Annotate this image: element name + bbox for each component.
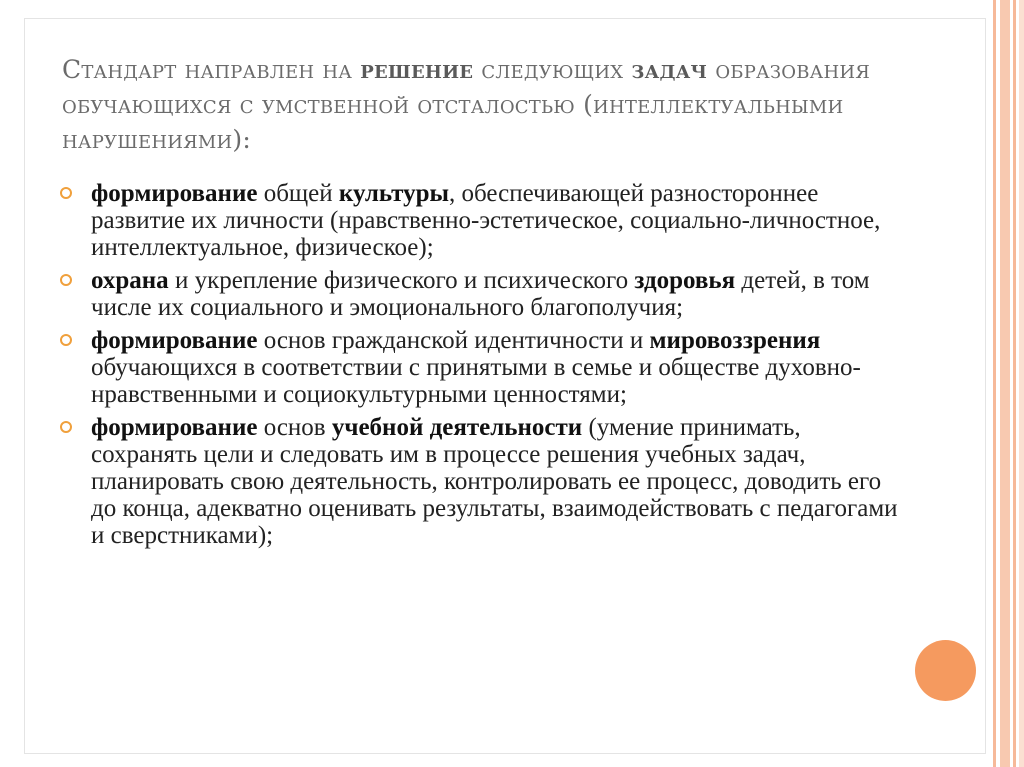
- item-keyword: формирование: [91, 414, 258, 441]
- task-list: [58, 180, 898, 555]
- item-keyword: формирование: [91, 327, 258, 354]
- item-text: основ гражданской идентичности и: [257, 327, 650, 354]
- slide-title: [62, 52, 962, 157]
- orange-circle-icon: [915, 640, 976, 701]
- item-keyword: формирование: [91, 180, 258, 207]
- decorative-stripe: [1013, 0, 1016, 767]
- item-keyword: здоровья: [634, 267, 736, 294]
- decorative-stripe: [1019, 0, 1024, 767]
- item-text: общей: [257, 180, 339, 207]
- ring-bullet-icon: [60, 421, 72, 433]
- title-emphasis: решение: [360, 55, 474, 84]
- decorative-stripe: [993, 0, 996, 767]
- list-item: [58, 267, 898, 321]
- title-text: следующих: [473, 55, 632, 84]
- list-item: [58, 180, 898, 261]
- item-text: обучающихся в соответствии с принятыми в семье и обществе духовно-нравственными и социокультурными ценностями;: [91, 354, 861, 408]
- list-item: [58, 327, 898, 408]
- item-keyword: охрана: [91, 267, 169, 294]
- item-keyword: культуры: [338, 180, 450, 207]
- title-text: образования обучающихся с умственной отсталостью (интеллектуальными нарушениями):: [62, 55, 871, 154]
- ring-bullet-icon: [60, 187, 72, 199]
- item-text: , обеспечивающей разностороннее развитие их личности (нравственно-эстетическое, социально-личностное, интеллектуальное, физическое);: [91, 180, 881, 261]
- ring-bullet-icon: [60, 274, 72, 286]
- item-text: основ: [257, 414, 332, 441]
- title-emphasis: задач: [631, 55, 708, 84]
- decorative-stripe: [1000, 0, 1010, 767]
- item-text: (умение принимать, сохранять цели и следовать им в процессе решения учебных задач, планировать свою деятельность, контролировать ее процесс, доводить его до конца, адекватно оценивать результаты, взаимодействовать с педагогами и сверстниками);: [91, 414, 898, 549]
- item-text: и укрепление физического и психического: [168, 267, 635, 294]
- list-item: [58, 414, 898, 549]
- title-text: Стандарт направлен на: [62, 55, 361, 84]
- item-keyword: учебной деятельности: [331, 414, 583, 441]
- item-text: детей, в том числе их социального и эмоционального благополучия;: [91, 267, 870, 321]
- ring-bullet-icon: [60, 334, 72, 346]
- item-keyword: мировоззрения: [649, 327, 821, 354]
